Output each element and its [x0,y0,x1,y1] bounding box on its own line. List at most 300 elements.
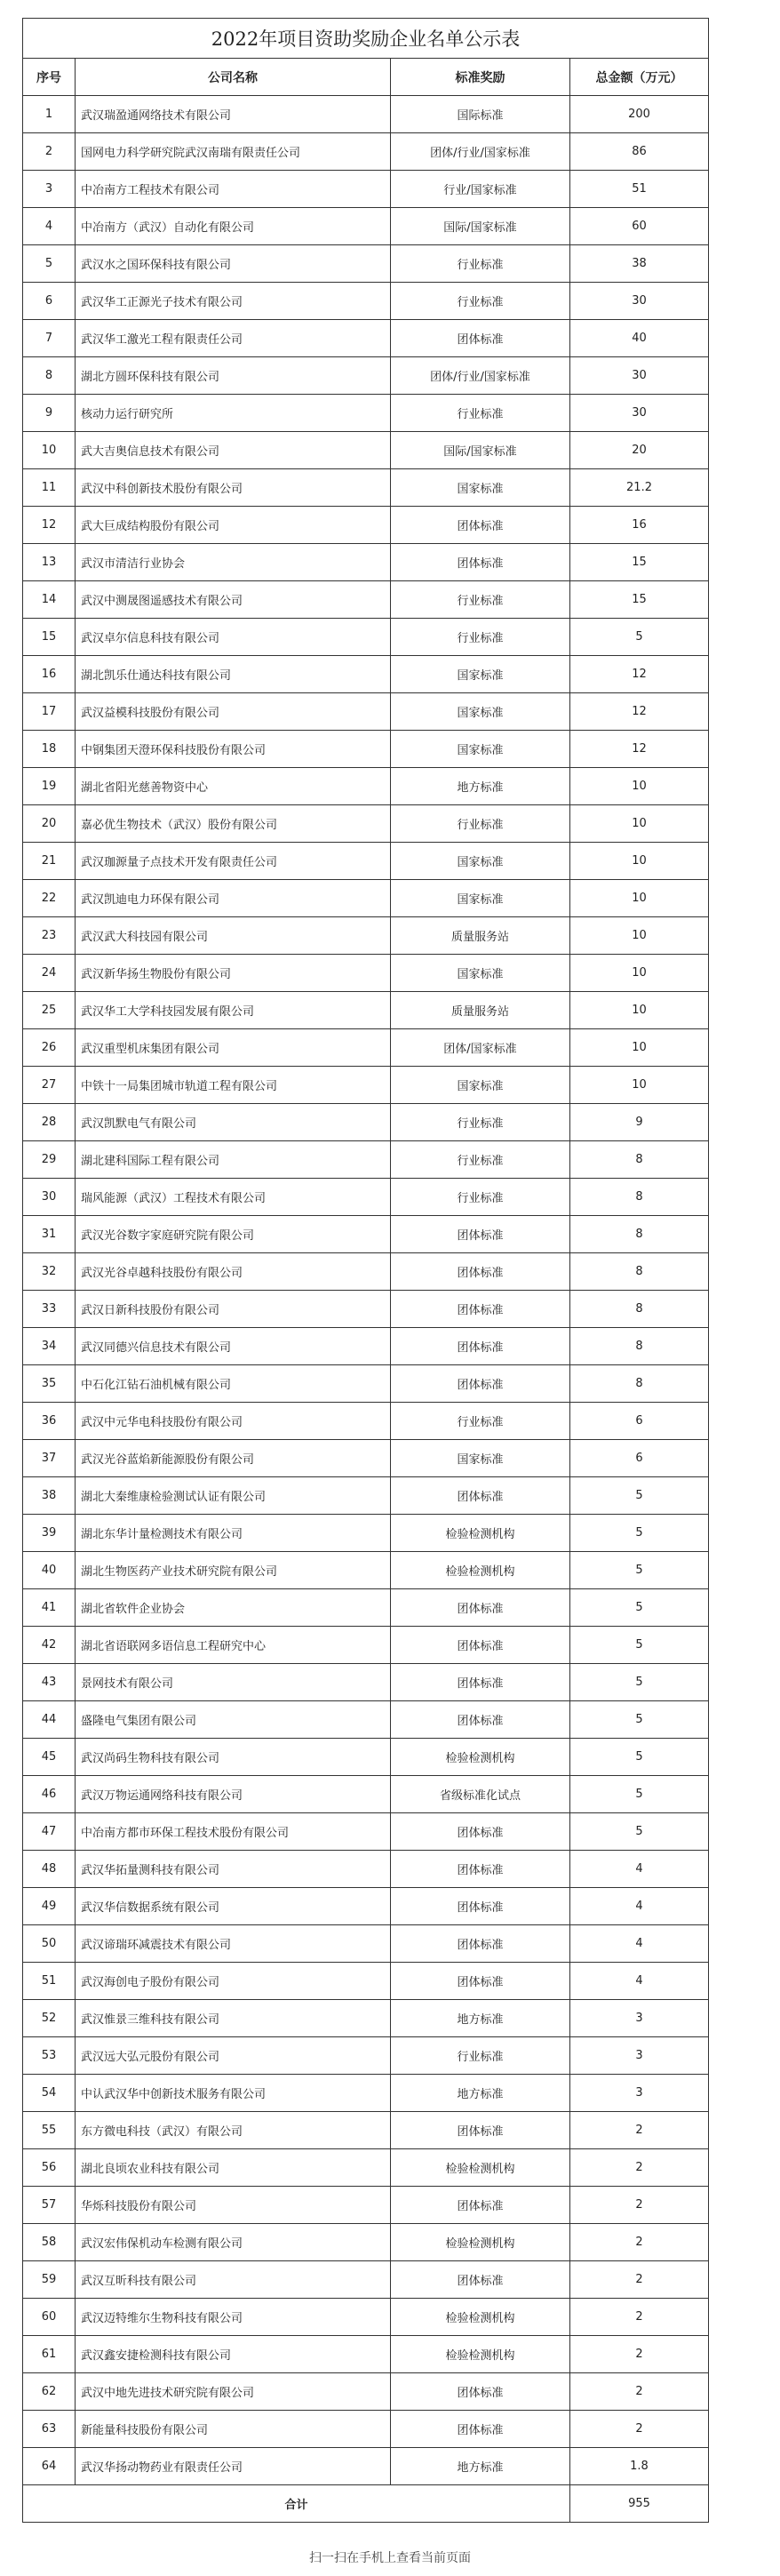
row-standard: 省级标准化试点 [391,1776,570,1813]
row-amount: 12 [570,731,709,768]
row-seq: 29 [23,1141,76,1179]
row-standard: 行业/国家标准 [391,171,570,208]
table-row [23,357,709,395]
table-row [23,1216,709,1253]
row-amount: 30 [570,395,709,432]
scan-qr-hint[interactable]: 扫一扫在手机上查看当前页面 [309,2551,471,2565]
row-amount: 21.2 [570,469,709,507]
row-amount: 5 [570,1701,709,1739]
row-company: 核动力运行研究所 [76,395,391,432]
table-row [23,171,709,208]
row-seq: 22 [23,880,76,917]
row-seq: 16 [23,656,76,693]
table-row [23,283,709,320]
row-company: 中钢集团天澄环保科技股份有限公司 [76,731,391,768]
row-seq: 48 [23,1851,76,1888]
row-standard: 团体标准 [391,1253,570,1291]
table-row [23,133,709,171]
row-standard: 质量服务站 [391,917,570,955]
row-standard: 团体标准 [391,1888,570,1925]
row-company: 中冶南方工程技术有限公司 [76,171,391,208]
table-row [23,1104,709,1141]
row-amount: 8 [570,1216,709,1253]
row-standard: 团体标准 [391,1589,570,1627]
row-seq: 10 [23,432,76,469]
table-row [23,2112,709,2149]
row-seq: 53 [23,2037,76,2075]
table-row [23,917,709,955]
row-standard: 国际/国家标准 [391,432,570,469]
row-standard: 国家标准 [391,843,570,880]
row-amount: 1.8 [570,2448,709,2485]
row-standard: 团体标准 [391,2112,570,2149]
table-row [23,1291,709,1328]
row-amount: 2 [570,2187,709,2224]
row-company: 武汉万物运通网络科技有限公司 [76,1776,391,1813]
table-row [23,2299,709,2336]
row-company: 中冶南方（武汉）自动化有限公司 [76,208,391,245]
table-row [23,1067,709,1104]
row-amount: 10 [570,955,709,992]
row-amount: 8 [570,1141,709,1179]
row-amount: 12 [570,656,709,693]
row-company: 东方微电科技（武汉）有限公司 [76,2112,391,2149]
table-row [23,2261,709,2299]
row-company: 武汉迈特维尔生物科技有限公司 [76,2299,391,2336]
row-standard: 团体/国家标准 [391,1029,570,1067]
row-seq: 12 [23,507,76,544]
table-row [23,1365,709,1403]
row-seq: 40 [23,1552,76,1589]
row-standard: 行业标准 [391,2037,570,2075]
table-row [23,2336,709,2373]
row-seq: 45 [23,1739,76,1776]
row-seq: 31 [23,1216,76,1253]
row-amount: 5 [570,1627,709,1664]
row-seq: 11 [23,469,76,507]
row-amount: 2 [570,2336,709,2373]
table-row [23,1589,709,1627]
row-company: 湖北省阳光慈善物资中心 [76,768,391,805]
row-standard: 团体/行业/国家标准 [391,133,570,171]
table-row [23,2448,709,2485]
award-table [22,18,709,2523]
row-company: 武汉凯默电气有限公司 [76,1104,391,1141]
row-seq: 24 [23,955,76,992]
row-company: 景网技术有限公司 [76,1664,391,1701]
row-amount: 4 [570,1851,709,1888]
row-seq: 60 [23,2299,76,2336]
header-standard: 标准奖励 [391,59,570,96]
row-amount: 86 [570,133,709,171]
table-title: 2022年项目资助奖励企业名单公示表 [23,19,709,59]
row-company: 武汉瑞盈通网络技术有限公司 [76,96,391,133]
row-standard: 地方标准 [391,2000,570,2037]
row-company: 武汉华工激光工程有限责任公司 [76,320,391,357]
table-row [23,507,709,544]
row-standard: 团体标准 [391,2411,570,2448]
row-seq: 37 [23,1440,76,1477]
row-company: 武大吉奥信息技术有限公司 [76,432,391,469]
table-row [23,1477,709,1515]
table-row [23,1776,709,1813]
row-company: 湖北生物医药产业技术研究院有限公司 [76,1552,391,1589]
row-company: 武汉同德兴信息技术有限公司 [76,1328,391,1365]
row-seq: 3 [23,171,76,208]
row-seq: 38 [23,1477,76,1515]
row-company: 武汉日新科技股份有限公司 [76,1291,391,1328]
row-standard: 检验检测机构 [391,2149,570,2187]
row-company: 武汉新华扬生物股份有限公司 [76,955,391,992]
row-seq: 5 [23,245,76,283]
row-amount: 51 [570,171,709,208]
row-standard: 国家标准 [391,731,570,768]
row-amount: 10 [570,843,709,880]
summary-row [23,2485,709,2523]
row-seq: 54 [23,2075,76,2112]
row-standard: 团体标准 [391,1328,570,1365]
row-standard: 行业标准 [391,395,570,432]
row-standard: 团体标准 [391,1851,570,1888]
row-company: 国网电力科学研究院武汉南瑞有限责任公司 [76,133,391,171]
row-company: 武大巨成结构股份有限公司 [76,507,391,544]
row-seq: 18 [23,731,76,768]
row-seq: 33 [23,1291,76,1328]
row-standard: 检验检测机构 [391,2336,570,2373]
row-seq: 25 [23,992,76,1029]
row-standard: 检验检测机构 [391,1552,570,1589]
row-company: 瑞风能源（武汉）工程技术有限公司 [76,1179,391,1216]
row-company: 中石化江钻石油机械有限公司 [76,1365,391,1403]
row-amount: 6 [570,1440,709,1477]
table-row [23,581,709,619]
row-seq: 58 [23,2224,76,2261]
row-company: 武汉华工正源光子技术有限公司 [76,283,391,320]
row-amount: 12 [570,693,709,731]
table-row [23,1328,709,1365]
row-seq: 43 [23,1664,76,1701]
row-standard: 国家标准 [391,1067,570,1104]
row-standard: 检验检测机构 [391,2299,570,2336]
table-row [23,2373,709,2411]
row-amount: 20 [570,432,709,469]
row-company: 武汉珈源量子点技术开发有限责任公司 [76,843,391,880]
row-seq: 13 [23,544,76,581]
table-row [23,1440,709,1477]
row-seq: 41 [23,1589,76,1627]
table-row [23,1888,709,1925]
row-amount: 40 [570,320,709,357]
row-standard: 检验检测机构 [391,1515,570,1552]
row-seq: 19 [23,768,76,805]
row-standard: 团体标准 [391,507,570,544]
row-company: 武汉鑫安捷检测科技有限公司 [76,2336,391,2373]
row-standard: 行业标准 [391,1104,570,1141]
row-standard: 行业标准 [391,619,570,656]
row-company: 武汉华信数据系统有限公司 [76,1888,391,1925]
row-amount: 2 [570,2299,709,2336]
row-standard: 国家标准 [391,469,570,507]
row-amount: 10 [570,1067,709,1104]
row-seq: 28 [23,1104,76,1141]
row-standard: 团体标准 [391,1963,570,2000]
row-company: 武汉光谷卓越科技股份有限公司 [76,1253,391,1291]
row-amount: 2 [570,2112,709,2149]
row-standard: 检验检测机构 [391,2224,570,2261]
row-amount: 8 [570,1253,709,1291]
row-seq: 51 [23,1963,76,2000]
row-amount: 8 [570,1328,709,1365]
row-standard: 团体标准 [391,1701,570,1739]
row-company: 盛隆电气集团有限公司 [76,1701,391,1739]
table-row [23,1963,709,2000]
row-company: 湖北方圆环保科技有限公司 [76,357,391,395]
table-row [23,619,709,656]
row-seq: 44 [23,1701,76,1739]
row-standard: 国际标准 [391,96,570,133]
row-seq: 6 [23,283,76,320]
row-company: 武汉尚码生物科技有限公司 [76,1739,391,1776]
row-amount: 200 [570,96,709,133]
row-standard: 团体标准 [391,320,570,357]
table-row [23,955,709,992]
table-row [23,1029,709,1067]
row-seq: 63 [23,2411,76,2448]
row-standard: 行业标准 [391,581,570,619]
row-standard: 团体标准 [391,2187,570,2224]
row-seq: 46 [23,1776,76,1813]
row-amount: 4 [570,1963,709,2000]
row-company: 武汉中测晟图遥感技术有限公司 [76,581,391,619]
table-row [23,2075,709,2112]
row-standard: 行业标准 [391,1179,570,1216]
table-row [23,96,709,133]
table-row [23,1925,709,1963]
row-seq: 27 [23,1067,76,1104]
row-company: 湖北省语联网多语信息工程研究中心 [76,1627,391,1664]
row-standard: 国际/国家标准 [391,208,570,245]
row-standard: 国家标准 [391,880,570,917]
row-standard: 行业标准 [391,1141,570,1179]
row-seq: 35 [23,1365,76,1403]
row-company: 中铁十一局集团城市轨道工程有限公司 [76,1067,391,1104]
table-row [23,693,709,731]
row-amount: 5 [570,1776,709,1813]
table-row [23,1403,709,1440]
row-amount: 5 [570,1813,709,1851]
row-seq: 34 [23,1328,76,1365]
row-standard: 团体标准 [391,544,570,581]
row-amount: 2 [570,2261,709,2299]
table-row [23,731,709,768]
row-company: 武汉远大弘元股份有限公司 [76,2037,391,2075]
row-company: 武汉光谷蓝焰新能源股份有限公司 [76,1440,391,1477]
table-row [23,1701,709,1739]
row-company: 嘉必优生物技术（武汉）股份有限公司 [76,805,391,843]
row-seq: 62 [23,2373,76,2411]
row-company: 湖北东华计量检测技术有限公司 [76,1515,391,1552]
row-amount: 5 [570,1589,709,1627]
table-row [23,1813,709,1851]
row-amount: 3 [570,2037,709,2075]
row-seq: 26 [23,1029,76,1067]
table-row [23,1515,709,1552]
row-company: 武汉华工大学科技园发展有限公司 [76,992,391,1029]
table-row [23,2187,709,2224]
row-amount: 9 [570,1104,709,1141]
row-amount: 4 [570,1925,709,1963]
row-standard: 团体标准 [391,2373,570,2411]
table-row [23,805,709,843]
row-seq: 50 [23,1925,76,1963]
row-amount: 15 [570,544,709,581]
row-seq: 47 [23,1813,76,1851]
row-amount: 3 [570,2075,709,2112]
row-amount: 10 [570,805,709,843]
row-standard: 团体标准 [391,1216,570,1253]
row-amount: 15 [570,581,709,619]
table-row [23,544,709,581]
header-row [23,59,709,96]
row-seq: 9 [23,395,76,432]
row-company: 武汉中地先进技术研究院有限公司 [76,2373,391,2411]
row-amount: 2 [570,2224,709,2261]
row-amount: 8 [570,1365,709,1403]
row-standard: 团体标准 [391,1477,570,1515]
row-company: 华烁科技股份有限公司 [76,2187,391,2224]
row-company: 武汉互昕科技有限公司 [76,2261,391,2299]
row-seq: 49 [23,1888,76,1925]
row-amount: 10 [570,992,709,1029]
row-standard: 质量服务站 [391,992,570,1029]
row-amount: 10 [570,917,709,955]
row-seq: 14 [23,581,76,619]
announcement-table-wrapper [22,18,708,2523]
row-seq: 61 [23,2336,76,2373]
table-row [23,2149,709,2187]
row-company: 湖北大秦维康检验测试认证有限公司 [76,1477,391,1515]
row-company: 武汉水之国环保科技有限公司 [76,245,391,283]
row-seq: 32 [23,1253,76,1291]
row-seq: 17 [23,693,76,731]
row-company: 武汉中科创新技术股份有限公司 [76,469,391,507]
row-seq: 15 [23,619,76,656]
row-company: 新能量科技股份有限公司 [76,2411,391,2448]
row-amount: 10 [570,768,709,805]
row-standard: 行业标准 [391,245,570,283]
table-row [23,768,709,805]
row-standard: 团体标准 [391,1813,570,1851]
table-row [23,1851,709,1888]
row-amount: 3 [570,2000,709,2037]
row-amount: 5 [570,1477,709,1515]
row-amount: 5 [570,1552,709,1589]
row-seq: 23 [23,917,76,955]
table-row [23,880,709,917]
row-company: 武汉谛瑞环减震技术有限公司 [76,1925,391,1963]
table-row [23,320,709,357]
row-standard: 团体标准 [391,1664,570,1701]
row-standard: 国家标准 [391,656,570,693]
table-row [23,2000,709,2037]
header-total: 总金额（万元） [570,59,709,96]
row-company: 武汉重型机床集团有限公司 [76,1029,391,1067]
row-amount: 5 [570,1664,709,1701]
row-seq: 56 [23,2149,76,2187]
table-row [23,1552,709,1589]
row-seq: 52 [23,2000,76,2037]
table-row [23,1141,709,1179]
row-seq: 21 [23,843,76,880]
row-amount: 8 [570,1179,709,1216]
row-seq: 20 [23,805,76,843]
row-standard: 地方标准 [391,768,570,805]
row-amount: 60 [570,208,709,245]
row-amount: 16 [570,507,709,544]
row-company: 武汉中元华电科技股份有限公司 [76,1403,391,1440]
table-row [23,992,709,1029]
table-row [23,843,709,880]
row-seq: 55 [23,2112,76,2149]
row-amount: 6 [570,1403,709,1440]
row-company: 武汉海创电子股份有限公司 [76,1963,391,2000]
row-company: 武汉宏伟保机动车检测有限公司 [76,2224,391,2261]
table-row [23,432,709,469]
row-standard: 团体标准 [391,1365,570,1403]
row-seq: 39 [23,1515,76,1552]
row-standard: 行业标准 [391,805,570,843]
row-company: 武汉华拓量测科技有限公司 [76,1851,391,1888]
table-row [23,1739,709,1776]
row-amount: 4 [570,1888,709,1925]
table-row [23,656,709,693]
row-company: 武汉惟景三维科技有限公司 [76,2000,391,2037]
table-row [23,2037,709,2075]
row-company: 武汉武大科技园有限公司 [76,917,391,955]
row-seq: 36 [23,1403,76,1440]
row-seq: 30 [23,1179,76,1216]
row-seq: 7 [23,320,76,357]
table-row [23,1179,709,1216]
row-amount: 30 [570,283,709,320]
row-seq: 8 [23,357,76,395]
table-row [23,1253,709,1291]
table-row [23,208,709,245]
row-amount: 10 [570,1029,709,1067]
row-company: 湖北良顷农业科技有限公司 [76,2149,391,2187]
row-standard: 国家标准 [391,693,570,731]
row-company: 武汉市清洁行业协会 [76,544,391,581]
table-row [23,395,709,432]
row-amount: 10 [570,880,709,917]
row-seq: 59 [23,2261,76,2299]
row-company: 中冶南方都市环保工程技术股份有限公司 [76,1813,391,1851]
row-standard: 国家标准 [391,1440,570,1477]
row-standard: 团体标准 [391,2261,570,2299]
table-row [23,469,709,507]
row-standard: 国家标准 [391,955,570,992]
table-body [23,96,709,2485]
row-company: 武汉益模科技股份有限公司 [76,693,391,731]
table-row [23,1627,709,1664]
summary-label: 合计 [23,2485,570,2523]
row-standard: 地方标准 [391,2448,570,2485]
row-amount: 2 [570,2149,709,2187]
table-row [23,1664,709,1701]
row-company: 武汉凯迪电力环保有限公司 [76,880,391,917]
row-standard: 行业标准 [391,1403,570,1440]
row-amount: 5 [570,619,709,656]
